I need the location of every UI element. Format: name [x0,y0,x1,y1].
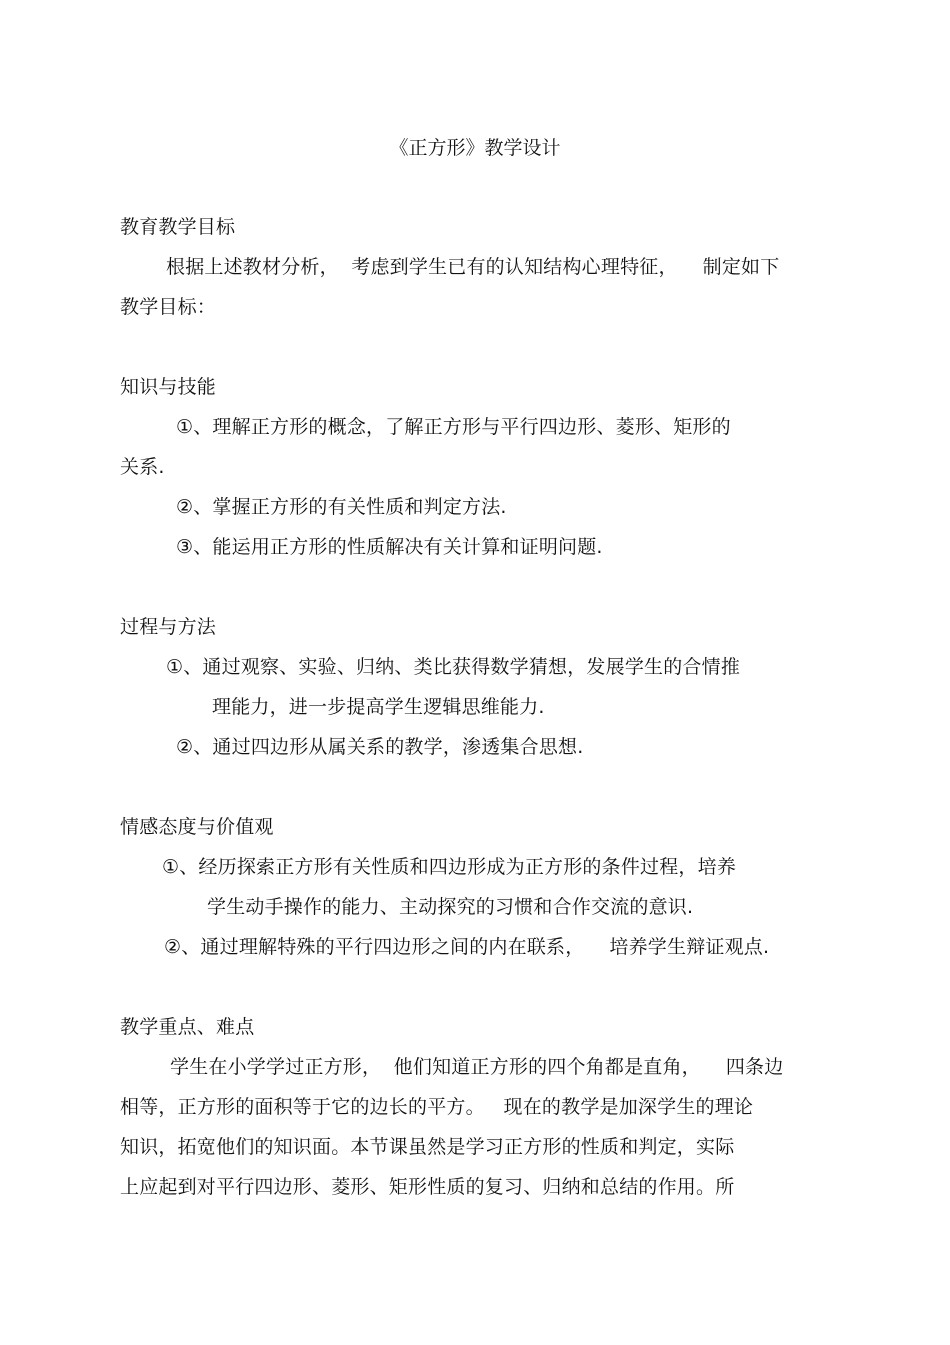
knowledge-item2: ②、掌握正方形的有关性质和判定方法. [176,496,507,518]
objectives-intro-line1: 根据上述教材分析， 考虑到学生已有的认知结构心理特征， 制定如下 [166,256,780,278]
knowledge-heading: 知识与技能 [120,376,217,398]
knowledge-item1-line2: 关系. [120,456,165,478]
objectives-heading: 教育教学目标 [120,216,236,238]
emotion-item1-line1: ①、经历探索正方形有关性质和四边形成为正方形的条件过程，培养 [162,856,737,878]
keypoints-heading: 教学重点、难点 [120,1016,255,1038]
process-heading: 过程与方法 [120,616,217,638]
emotion-item1-line2: 学生动手操作的能力、主动探究的习惯和合作交流的意识. [207,896,694,918]
knowledge-item1-line1: ①、理解正方形的概念，了解正方形与平行四边形、菱形、矩形的 [176,416,731,438]
keypoints-para-line1: 学生在小学学过正方形， 他们知道正方形的四个角都是直角， 四条边 [170,1056,784,1078]
objectives-intro-line2: 教学目标： [120,296,217,318]
document-title: 《正方形》教学设计 [389,137,561,159]
process-item2: ②、通过四边形从属关系的教学，渗透集合思想. [176,736,584,758]
knowledge-item3: ③、能运用正方形的性质解决有关计算和证明问题. [176,536,603,558]
keypoints-para-line4: 上应起到对平行四边形、菱形、矩形性质的复习、归纳和总结的作用。所 [120,1176,735,1198]
process-item1-line2: 理能力，进一步提高学生逻辑思维能力. [212,696,545,718]
process-item1-line1: ①、通过观察、实验、归纳、类比获得数学猜想，发展学生的合情推 [166,656,741,678]
emotion-item2: ②、通过理解特殊的平行四边形之间的内在联系， 培养学生辩证观点. [164,936,770,958]
emotion-heading: 情感态度与价值观 [120,816,274,838]
keypoints-para-line2: 相等，正方形的面积等于它的边长的平方。 现在的教学是加深学生的理论 [120,1096,754,1118]
keypoints-para-line3: 知识，拓宽他们的知识面。本节课虽然是学习正方形的性质和判定，实际 [120,1136,735,1158]
